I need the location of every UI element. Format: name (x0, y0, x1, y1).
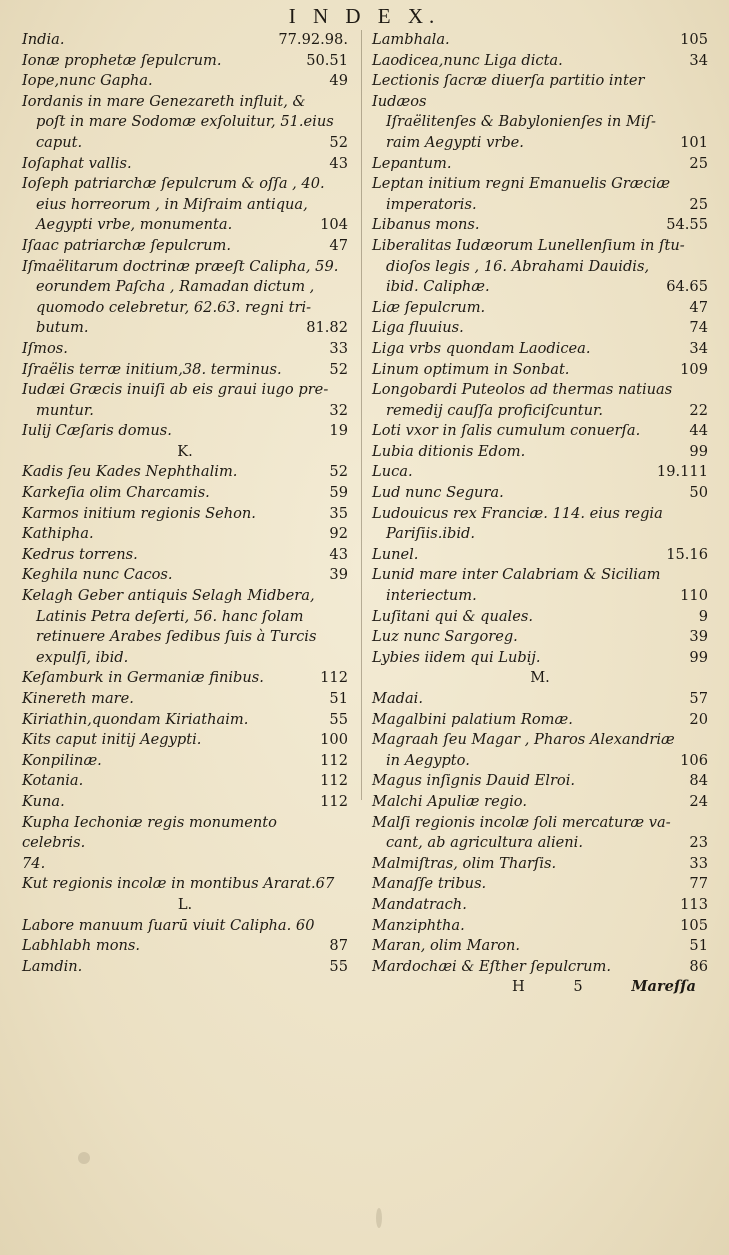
page-header: I N D E X. (288, 4, 441, 28)
index-entry-continuation (372, 257, 708, 278)
entry-text: Karmos initium regionis Sehon. (22, 504, 256, 522)
entry-page-numbers: 15.16 (666, 545, 708, 563)
entry-text: Konpilinæ. (22, 751, 102, 769)
entry-page-numbers: 19.111 (656, 463, 708, 481)
entry-page-numbers: 77.92.98. (278, 31, 348, 48)
entry-page-numbers: 112 (320, 772, 348, 790)
index-entry (372, 648, 708, 669)
index-entry (22, 257, 348, 278)
entry-text: Leptan initium regni Emanuelis Græciæ (372, 175, 671, 193)
entry-text: raim Aegypti vrbe. (386, 133, 524, 151)
entry-text: butum. (36, 319, 89, 337)
index-entry (372, 154, 708, 175)
index-entry (22, 51, 348, 72)
entry-text: Pariſiis.ibid. (386, 525, 476, 543)
entry-text: Liga fluuius. (372, 319, 464, 337)
index-entry-continuation (22, 627, 348, 648)
index-column-right (372, 30, 708, 998)
index-entry (372, 442, 708, 463)
index-entry-continuation (22, 195, 348, 216)
index-entry (22, 957, 348, 978)
index-entry (372, 545, 708, 566)
entry-text: Malſi regionis incolæ ſoli mercaturæ va- (372, 813, 671, 831)
entry-text: Maran, olim Maron. (372, 937, 521, 955)
entry-text: Iſmaëlitarum doctrinæ præeſt Calipha, 59. (22, 257, 339, 275)
entry-page-numbers: 81.82 (306, 319, 348, 337)
entry-page-numbers: 34 (689, 339, 708, 357)
index-entry (22, 936, 348, 957)
entry-text: Kupha Iechoniæ regis monumento celebris. (22, 813, 277, 852)
index-entry (22, 751, 348, 772)
index-entry (372, 627, 708, 648)
index-entry (372, 813, 708, 834)
entry-page-numbers: 33 (329, 339, 348, 357)
entry-page-numbers: 101 (680, 133, 708, 151)
index-entry (372, 71, 708, 112)
entry-text: Iſraëlis terræ initium,38. terminus. (22, 360, 282, 378)
entry-page-numbers: 57 (689, 690, 708, 707)
index-entry (372, 483, 708, 504)
paper-stain (78, 1152, 90, 1164)
index-entry (22, 792, 348, 813)
entry-text: Madai. (372, 690, 423, 707)
entry-page-numbers: 52 (329, 360, 348, 378)
index-entry (372, 916, 708, 937)
index-entry (372, 874, 708, 895)
index-entry-continuation (22, 215, 348, 236)
entry-text: Magalbini palatium Romæ. (372, 710, 573, 728)
index-column-left (22, 30, 348, 977)
index-entry (372, 51, 708, 72)
entry-page-numbers: 104 (320, 216, 348, 234)
index-entry (372, 421, 708, 442)
index-entry (372, 689, 708, 710)
entry-text: Lud nunc Segura. (372, 484, 504, 502)
entry-text: Iulij Cæſaris domus. (22, 422, 172, 440)
index-entry (372, 710, 708, 731)
index-entry (372, 360, 708, 381)
entry-page-numbers: 54.55 (666, 216, 708, 234)
entry-text: Kedrus torrens. (22, 545, 138, 563)
entry-text: Labhlabh mons. (22, 937, 141, 955)
index-entry (372, 462, 708, 483)
index-entry (22, 236, 348, 257)
index-entry-continuation (22, 277, 348, 298)
entry-text: retinuere Arabes ſedibus ſuis à Turcis (36, 628, 317, 646)
index-entry (22, 30, 348, 51)
entry-page-numbers: 24 (689, 792, 708, 810)
entry-text: Kathipha. (22, 525, 94, 543)
entry-page-numbers: 112 (320, 751, 348, 769)
entry-page-numbers: 52 (329, 463, 348, 481)
entry-page-numbers: 59 (329, 484, 348, 502)
entry-page-numbers: 44 (689, 422, 708, 440)
index-entry (22, 668, 348, 689)
entry-text: Laodicea,nunc Liga dicta. (372, 51, 563, 69)
index-entry (22, 380, 348, 401)
entry-text: Luca. (372, 463, 413, 481)
index-entry (372, 298, 708, 319)
index-entry-continuation (22, 133, 348, 154)
entry-page-numbers: 32 (329, 401, 348, 419)
entry-text: eius horreorum , in Miſraim antiqua, (36, 195, 308, 213)
entry-text: Longobardi Puteolos ad thermas natiuas (372, 381, 673, 399)
index-entry (372, 504, 708, 525)
entry-page-numbers: 86 (689, 957, 708, 975)
entry-text: Lamdin. (22, 957, 83, 975)
entry-text: Kotania. (22, 772, 84, 790)
catchword: Mareſſa (631, 978, 696, 996)
index-entry (22, 854, 348, 875)
entry-page-numbers: 51 (329, 690, 348, 707)
index-entry (22, 689, 348, 710)
entry-text: Iſraëlitenſes & Babylonienſes in Miſ- (386, 113, 656, 131)
entry-text: Kinereth mare. (22, 690, 134, 707)
entry-page-numbers: 55 (329, 710, 348, 728)
entry-text: Liga vrbs quondam Laodicea. (372, 339, 591, 357)
entry-text: Mandatrach. (372, 895, 467, 913)
index-entry (22, 462, 348, 483)
index-entry-continuation (372, 524, 708, 545)
entry-text: in Aegypto. (386, 751, 470, 769)
entry-text: muntur. (36, 401, 94, 419)
index-entry (372, 792, 708, 813)
signature-number: 5 (573, 978, 583, 996)
signature-line (372, 977, 708, 998)
entry-page-numbers: 25 (689, 195, 708, 213)
entry-text: Latinis Petra deſerti, 56. hanc ſolam (36, 607, 304, 625)
entry-page-numbers: 110 (680, 587, 708, 605)
index-entry-continuation (372, 112, 708, 133)
index-entry-continuation (372, 586, 708, 607)
index-entry-continuation (372, 195, 708, 216)
entry-page-numbers: 47 (329, 236, 348, 254)
entry-text: Manziphtha. (372, 916, 465, 934)
entry-text: Ludouicus rex Franciæ. 114. eius regia (372, 504, 663, 522)
index-entry (372, 771, 708, 792)
index-entry (372, 854, 708, 875)
entry-text: Iſmos. (22, 339, 68, 357)
index-entry (22, 504, 348, 525)
entry-text: Mardochæi & Eſther ſepulcrum. (372, 957, 612, 975)
index-letter-heading: M. (530, 669, 550, 687)
index-entry (22, 524, 348, 545)
entry-page-numbers: 87 (329, 937, 348, 955)
entry-text: Loti vxor in ſalis cumulum conuerſa. (372, 422, 641, 440)
entry-page-numbers: 50.51 (306, 51, 348, 69)
entry-page-numbers: 43 (329, 545, 348, 563)
entry-text: Karkeſia olim Charcamis. (22, 484, 210, 502)
entry-page-numbers: 22 (689, 401, 708, 419)
entry-text: Libanus mons. (372, 216, 480, 234)
entry-text: Malmiſtras, olim Tharſis. (372, 854, 557, 872)
entry-text: Lubia ditionis Edom. (372, 442, 526, 460)
index-entry (372, 215, 708, 236)
entry-text: Lambhala. (372, 31, 450, 48)
index-entry (372, 339, 708, 360)
index-entry (22, 360, 348, 381)
index-entry-continuation (372, 133, 708, 154)
entry-text: expulſi, ibid. (36, 648, 129, 666)
entry-text: Luz nunc Sargoreg. (372, 628, 518, 646)
entry-text: ibid. Caliphæ. (386, 278, 490, 296)
entry-page-numbers: 100 (320, 731, 348, 749)
index-entry (22, 483, 348, 504)
entry-page-numbers: 51 (689, 937, 708, 955)
entry-text: remedij cauſſa proficiſcuntur. (386, 401, 604, 419)
signature-mark: H (512, 978, 525, 996)
entry-text: Lectionis ſacræ diuerſa partitio inter Iudæos (372, 72, 645, 110)
entry-text: India. (22, 31, 65, 48)
index-entry (22, 730, 348, 751)
entry-text: Kelagh Geber antiquis Selagh Midbera, (22, 587, 315, 605)
index-entry (372, 607, 708, 628)
entry-text: Iſaac patriarchæ ſepulcrum. (22, 236, 232, 254)
paper-stain (376, 1208, 382, 1228)
entry-page-numbers: 49 (329, 72, 348, 90)
index-entry (22, 545, 348, 566)
index-entry (372, 730, 708, 751)
entry-page-numbers: 105 (680, 31, 708, 48)
entry-page-numbers: 99 (689, 648, 708, 666)
entry-page-numbers: 34 (689, 51, 708, 69)
index-entry (372, 30, 708, 51)
index-entry (372, 174, 708, 195)
entry-text: Keſamburk in Germaniæ finibus. (22, 669, 264, 687)
index-entry (22, 154, 348, 175)
index-entry-continuation (22, 648, 348, 669)
entry-page-numbers: 52 (329, 133, 348, 151)
entry-text: poſt in mare Sodomæ exſoluitur, 51.eius (36, 113, 334, 131)
entry-text: cant, ab agricultura alieni. (386, 834, 583, 852)
entry-text: 74. (22, 854, 46, 872)
entry-page-numbers: 39 (689, 628, 708, 646)
index-entry-continuation (22, 607, 348, 628)
entry-text: Lunel. (372, 545, 419, 563)
index-entry (22, 586, 348, 607)
entry-text: Luſitani qui & quales. (372, 607, 533, 625)
index-entry (372, 318, 708, 339)
entry-text: Ionæ prophetæ ſepulcrum. (22, 51, 222, 69)
index-entry (22, 71, 348, 92)
entry-text: Magraah ſeu Magar , Pharos Alexandriæ (372, 731, 675, 749)
index-entry (22, 771, 348, 792)
index-entry-continuation (22, 401, 348, 422)
index-entry (22, 813, 348, 854)
entry-page-numbers: 43 (329, 154, 348, 172)
entry-text: Iordanis in mare Genezareth influit, & (22, 92, 306, 110)
entry-page-numbers: 9 (698, 607, 708, 625)
index-letter-heading: K. (177, 442, 193, 460)
entry-page-numbers: 47 (689, 298, 708, 316)
entry-text: Keghila nunc Cacos. (22, 566, 173, 584)
entry-text: imperatoris. (386, 195, 477, 213)
entry-page-numbers: 113 (680, 895, 708, 913)
entry-page-numbers: 33 (689, 854, 708, 872)
entry-page-numbers: 74 (689, 319, 708, 337)
entry-text: interiectum. (386, 587, 477, 605)
index-entry (22, 710, 348, 731)
index-entry (372, 895, 708, 916)
entry-text: Liberalitas Iudæorum Lunellenſium in ſtu- (372, 236, 685, 254)
entry-text: Kiriathin,quondam Kiriathaim. (22, 710, 249, 728)
entry-text: Lybies iidem qui Lubij. (372, 648, 541, 666)
entry-text: Linum optimum in Sonbat. (372, 360, 570, 378)
index-entry (372, 380, 708, 401)
entry-page-numbers: 19 (329, 422, 348, 440)
entry-text: eorundem Paſcha , Ramadan dictum , (36, 278, 315, 296)
entry-text: Malchi Apuliæ regio. (372, 792, 527, 810)
entry-page-numbers: 106 (680, 751, 708, 769)
entry-text: Ioſaphat vallis. (22, 154, 132, 172)
index-entry (22, 421, 348, 442)
entry-text: Lunid mare inter Calabriam & Siciliam (372, 566, 661, 584)
entry-text: Kits caput initij Aegypti. (22, 731, 202, 749)
entry-text: Magus inſignis Dauid Elroi. (372, 772, 576, 790)
entry-page-numbers: 112 (320, 792, 348, 810)
entry-text: caput. (36, 133, 83, 151)
entry-page-numbers: 64.65 (666, 278, 708, 296)
index-entry (372, 936, 708, 957)
index-entry-continuation (372, 751, 708, 772)
index-entry (22, 92, 348, 113)
entry-page-numbers: 35 (329, 504, 348, 522)
index-letter-heading: L. (177, 895, 193, 913)
entry-text: Manaſſe tribus. (372, 875, 487, 893)
entry-text: Aegypti vrbe, monumenta. (36, 216, 233, 234)
entry-page-numbers: 25 (689, 154, 708, 172)
entry-text: Iudæi Græcis inuiſi ab eis graui iugo pre- (22, 381, 329, 399)
index-entry-continuation (372, 833, 708, 854)
entry-text: Kadis ſeu Kades Nephthalim. (22, 463, 238, 481)
entry-page-numbers: 20 (689, 710, 708, 728)
entry-page-numbers: 109 (680, 360, 708, 378)
entry-page-numbers: 50 (689, 484, 708, 502)
entry-text: Iope,nunc Gapha. (22, 72, 153, 90)
index-entry (22, 565, 348, 586)
index-entry-continuation (22, 112, 348, 133)
entry-text: Lepantum. (372, 154, 452, 172)
entry-page-numbers: 39 (329, 566, 348, 584)
index-entry (372, 236, 708, 257)
index-entry (372, 565, 708, 586)
index-entry-continuation (22, 318, 348, 339)
column-divider (361, 30, 362, 800)
entry-page-numbers: 112 (320, 669, 348, 687)
entry-text: Ioſeph patriarchæ ſepulcrum & oſſa , 40. (22, 175, 325, 193)
entry-page-numbers: 105 (680, 916, 708, 934)
entry-page-numbers: 23 (689, 834, 708, 852)
entry-page-numbers: 84 (689, 772, 708, 790)
entry-page-numbers: 55 (329, 957, 348, 975)
index-entry (22, 916, 348, 937)
index-entry-continuation (372, 401, 708, 422)
entry-text: dioſos legis , 16. Abrahami Dauidis, (386, 257, 650, 275)
index-entry (22, 339, 348, 360)
index-entry-continuation (372, 277, 708, 298)
entry-page-numbers: 99 (689, 442, 708, 460)
index-entry-continuation (22, 298, 348, 319)
entry-text: Kut regionis incolæ in montibus Ararat.67 (22, 875, 335, 893)
index-entry (372, 957, 708, 978)
index-entry (22, 874, 348, 895)
entry-text: quomodo celebretur, 62.63. regni tri- (36, 298, 312, 316)
entry-page-numbers: 92 (329, 525, 348, 543)
index-entry (22, 174, 348, 195)
entry-text: Liæ ſepulcrum. (372, 298, 486, 316)
entry-page-numbers: 77 (689, 875, 708, 893)
entry-text: Kuna. (22, 792, 65, 810)
entry-text: Labore manuum ſuarū viuit Calipha. 60 (22, 916, 315, 934)
